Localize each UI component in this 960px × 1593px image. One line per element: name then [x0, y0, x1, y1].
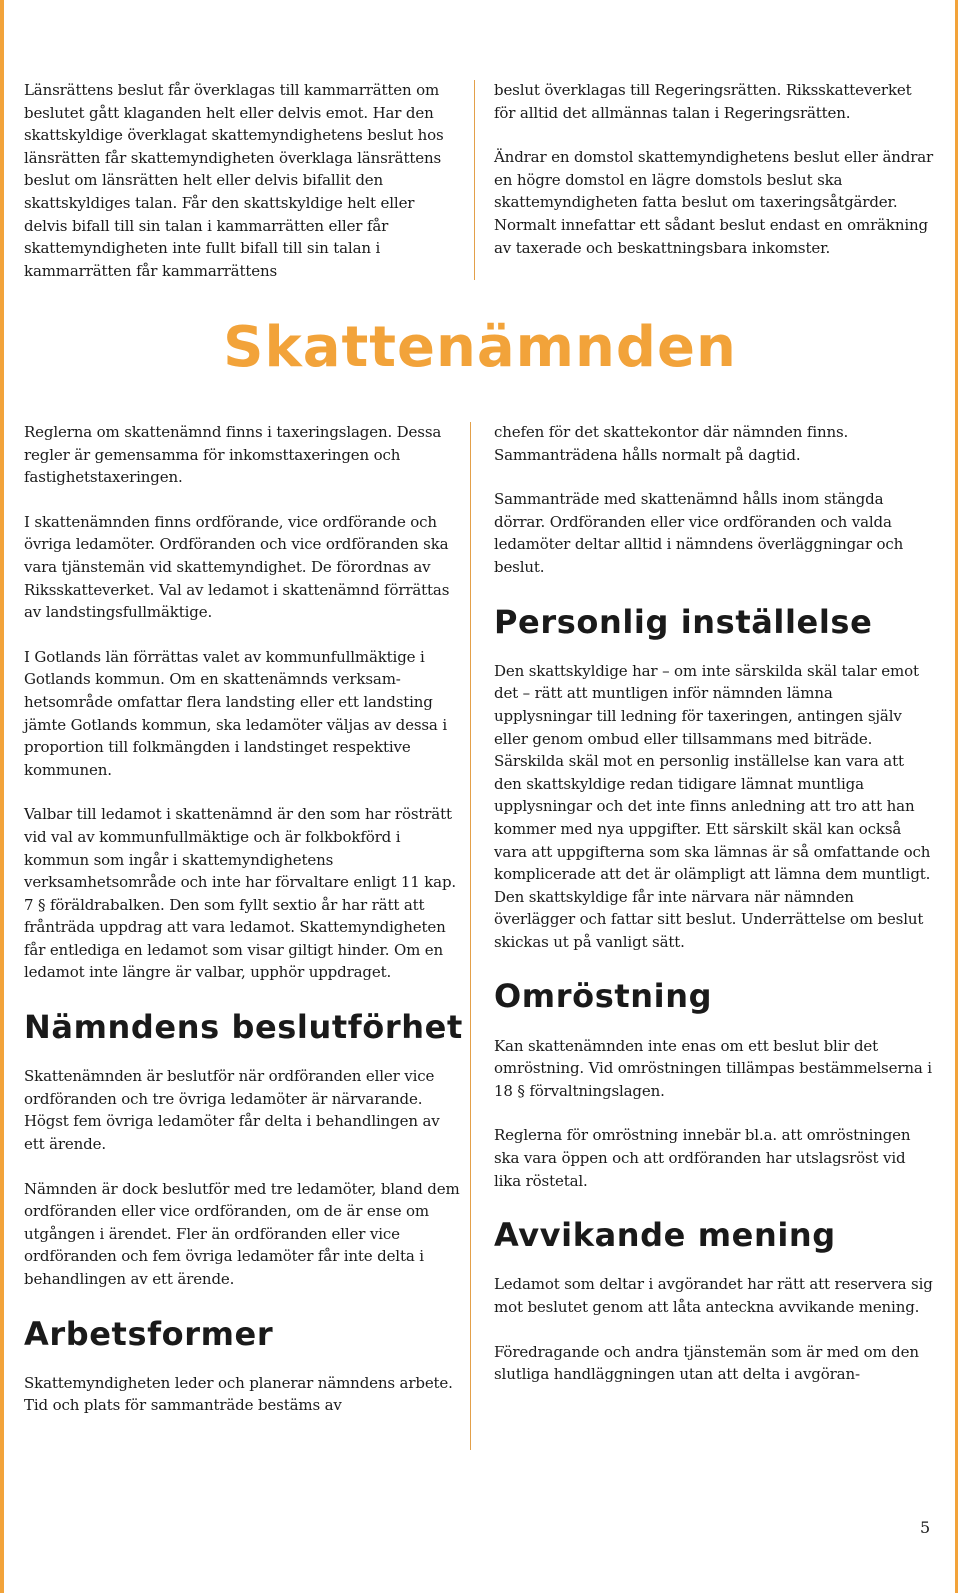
paragraph: Reglerna för omröstning innebär bl.a. att omröstningen ska vara öppen och att ordföranden har utslagsröst vid lika röstetal.: [494, 1126, 911, 1190]
heading-personlig-installelse: Personlig inställelse: [494, 602, 873, 641]
paragraph: Ändrar en domstol skattemyndighetens beslut eller ändrar en högre domstol en lägre domstols beslut ska skattemyndigheten fatta beslut om taxeringsåtgärder. Normalt innefattar ett sådant beslut endast en omräkning av taxerade och beskattningsbara inkomster.: [494, 148, 934, 257]
heading-omrostning: Omröstning: [494, 977, 713, 1016]
paragraph: Valbar till ledamot i skattenämnd är den som har rösträtt vid val av kommunfullmäktige och är folkbokförd i kommun som ingår i skattemyndighetens verksamhetsområde och inte har förvaltare enligt 11 kap. 7 § föräldrabalken. Den som fyllt sextio år har rätt att frånträda uppdrag att vara ledamot. Skattemyndigheten får entlediga en ledamot som visar giltigt hinder. Om en ledamot inte längre är valbar, upphör uppdraget.: [24, 805, 457, 982]
column-divider: [470, 422, 471, 1450]
paragraph: Nämnden är dock beslutför med tre ledamöter, bland dem ordföranden eller vice ordföranden, om de är ense om utgången i ärendet. Fler än ordföranden eller vice ordföranden och fem övriga ledamöter får inte delta i behandlingen av ett ärende.: [24, 1179, 460, 1288]
paragraph: Länsrättens beslut får överklagas till kammarrätten om beslutet gått klaganden helt eller delvis emot. Har den skattskyldige överklagat skattemyndighetens beslut hos länsrätten får skattemyndigheten överklaga länsrättens beslut om länsrätten helt eller delvis bifallit den skattskyldiges talan. Får den skattskyldige helt eller delvis bifall till sin talan i kammarrätten eller får skattemyndigheten inte fullt bifall till sin talan i kammarrätten får kammarrättens: [24, 81, 444, 280]
heading-avvikande-mening: Avvikande mening: [494, 1216, 836, 1255]
right-column: [494, 421, 934, 1386]
paragraph: Den skattskyldige har – om inte särskilda skäl talar emot det – rätt att muntligen inför nämnden lämna upplysningar till ledning för taxeringen, antingen själv eller genom ombud eller tillsammans med biträde. Särskilda skäl mot en personlig inställelse kan vara att den skattskyldige redan tidigare lämnat muntliga upplysningar och det inte finns anledning att tro att han kommer med nya uppgifter. Ett särskilt skäl kan också vara att uppgifterna som ska lämnas är så omfattande och komplicerade att det är olämpligt att lämna dem muntligt. Den skattskyldige får inte närvara när nämnden överlägger och fattar sitt beslut. Underrättelse om beslut skickas ut på vanligt sätt.: [494, 661, 931, 951]
column-divider: [474, 80, 475, 280]
page-edge-accent-right: [955, 0, 958, 1593]
section-title: Skattenämnden: [223, 315, 737, 380]
paragraph: Kan skattenämnden inte enas om ett beslut blir det omröstning. Vid omröstningen tillämpas bestämmelserna i 18 § förvaltningslagen.: [494, 1036, 932, 1100]
paragraph: beslut överklagas till Regeringsrätten. Riksskatteverket för alltid det allmännas talan i Regeringsrätten.: [494, 81, 912, 122]
paragraph: Skattenämnden är beslutför när ordföranden eller vice ordföranden och tre övriga ledamöter är närvarande. Högst fem övriga ledamöter får delta i behandlingen av ett ärende.: [24, 1067, 440, 1154]
top-right-column: [494, 79, 934, 259]
paragraph: I skattenämnden finns ordförande, vice ordförande och övriga ledamöter. Ordföranden och vice ordföranden ska vara tjänstemän vid skattemyndighet. De förordnas av Riksskatteverket. Val av ledamot i skattenämnd förrättas av landstingsfullmäktige.: [24, 512, 450, 622]
paragraph: Föredragande och andra tjänstemän som är med om den slutliga handläggningen utan att delta i avgöran-: [494, 1342, 919, 1384]
page-edge-accent-left: [0, 0, 4, 1593]
paragraph: I Gotlands län förrättas valet av kommunfullmäktige i Gotlands kommun. Om en skattenämnds verksamhetsområde omfattar flera landsting eller ett landsting jämte Gotlands kommun, ska ledamöter väljas av dessa i proportion till folkmängden i landstinget respektive kommunen.: [24, 647, 447, 779]
paragraph: Ledamot som deltar i avgörandet har rätt att reservera sig mot beslutet genom att låta anteckna avvikande mening.: [494, 1275, 933, 1316]
page-number: 5: [920, 1518, 931, 1537]
heading-arbetsformer: Arbetsformer: [24, 1314, 274, 1353]
paragraph: chefen för det skattekontor där nämnden finns. Sammanträdena hålls normalt på dagtid.: [494, 423, 849, 464]
paragraph: Skattemyndigheten leder och planerar nämndens arbete. Tid och plats för sammanträde bestäms av: [24, 1373, 453, 1415]
left-column: [24, 421, 464, 1417]
paragraph: Sammanträde med skattenämnd hålls inom stängda dörrar. Ordföranden eller vice ordföranden och valda ledamöter deltar alltid i nämndens överläggningar och beslut.: [494, 490, 904, 576]
heading-beslutforhet: Nämndens beslutförhet: [24, 1008, 463, 1047]
top-left-column: [24, 79, 456, 282]
paragraph: Reglerna om skattenämnd finns i taxeringslagen. Dessa regler är gemensamma för inkomsttaxeringen och fastighetstaxeringen.: [24, 423, 442, 487]
